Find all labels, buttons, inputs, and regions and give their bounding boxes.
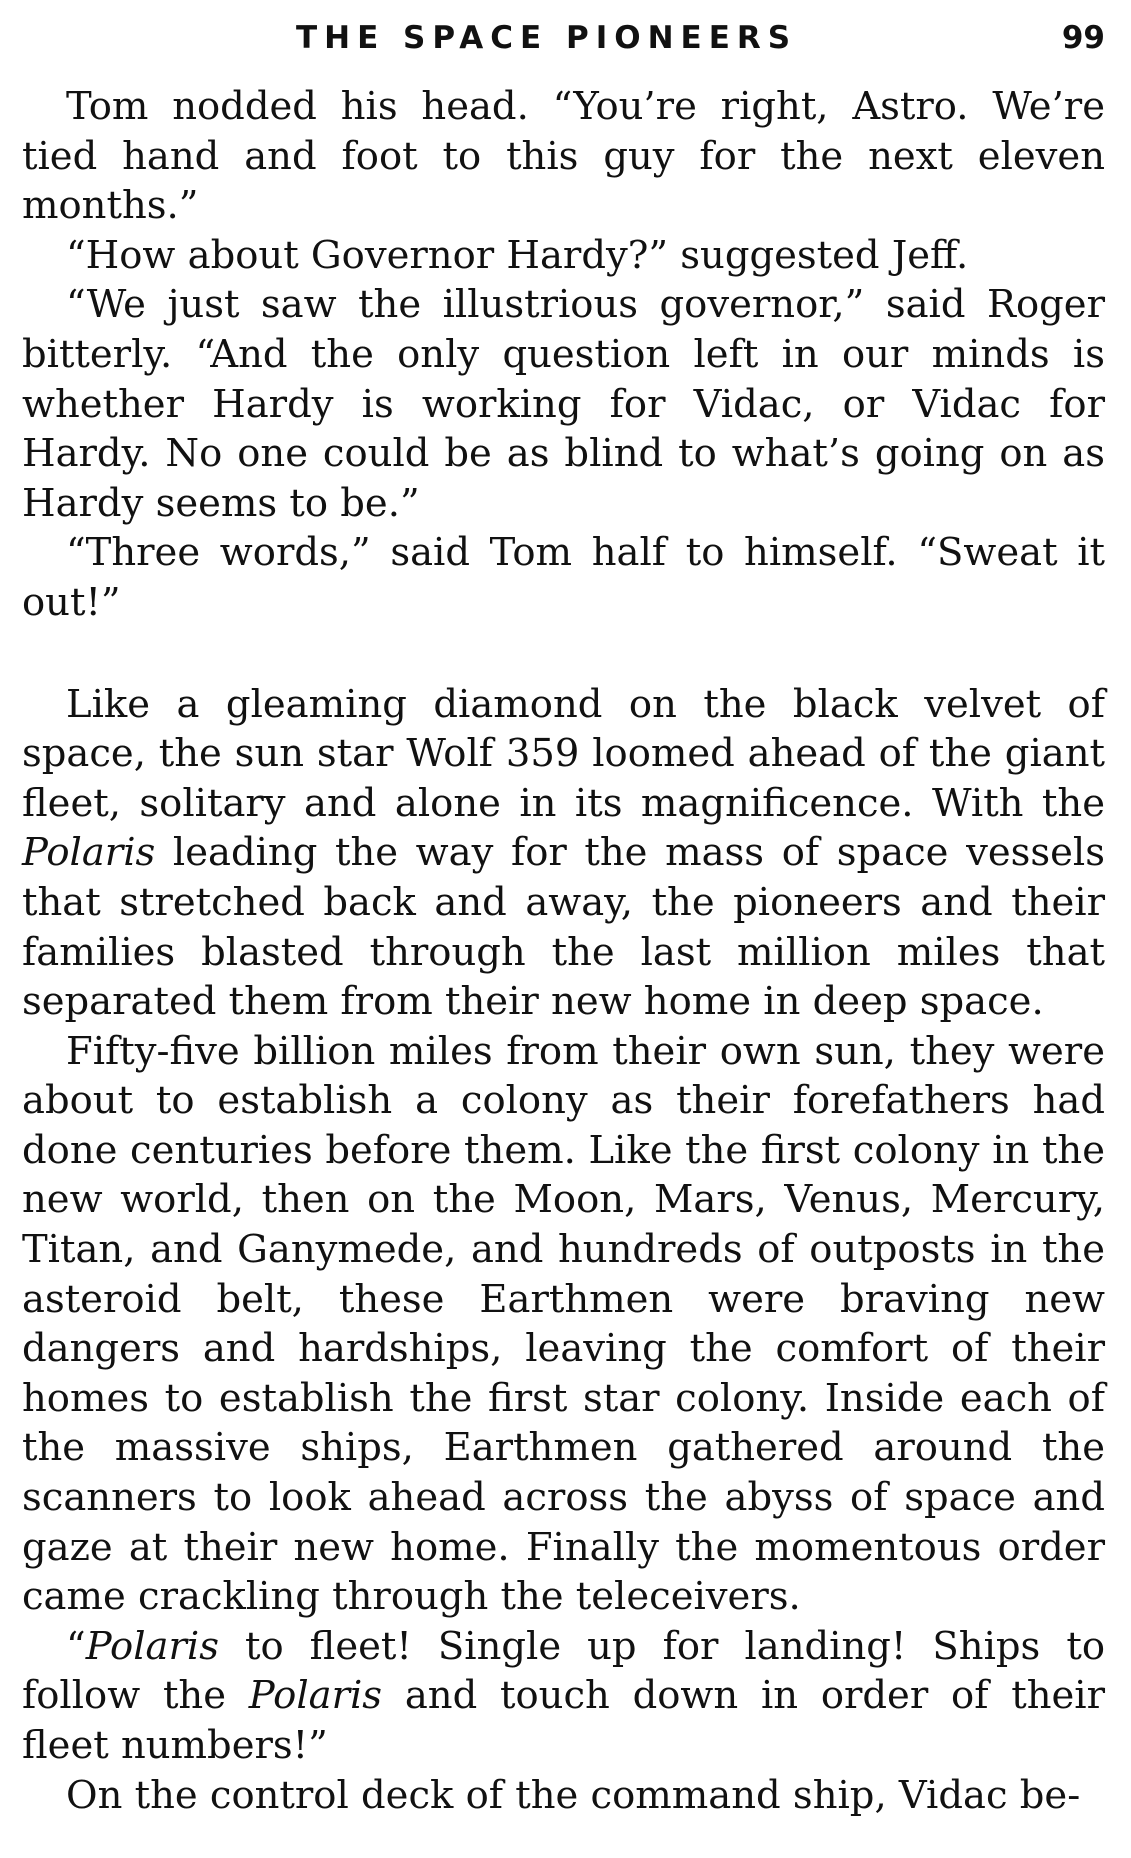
page-number: 99 bbox=[1061, 20, 1105, 56]
paragraph: “Polaris to fleet! Single up for landing! Ships to follow the Polaris and touch down in order of their fleet numbers!” bbox=[22, 1623, 1105, 1768]
paragraph: On the control deck of the command ship, Vidac be- bbox=[66, 1772, 1081, 1818]
running-title: THE SPACE PIONEERS bbox=[296, 20, 798, 56]
running-header bbox=[0, 18, 1131, 58]
paragraph: “Three words,” said Tom half to himself. “Sweat it out!” bbox=[22, 530, 1105, 625]
paragraph: Like a gleaming diamond on the black velvet of space, the sun star Wolf 359 loomed ahead of the giant fleet, solitary and alone in its magnificence. With the Polaris leading the way for the mass of space vessels that stretched back and away, the pioneers and their families blasted through the last million miles that separated them from their new home in deep space. bbox=[22, 681, 1105, 1025]
paragraph: “How about Governor Hardy?” suggested Jeff. bbox=[66, 232, 969, 278]
paragraph: Tom nodded his head. “You’re right, Astro. We’re tied hand and foot to this guy for the next eleven months.” bbox=[22, 84, 1105, 229]
section-break bbox=[22, 628, 1105, 680]
paragraph: Fifty-five billion miles from their own sun, they were about to establish a colony as their forefathers had done centuries before them. Like the first colony in the new world, then on the Moon, Mars, Venus, Mercury, Titan, and Ganymede, and hundreds of outposts in the asteroid belt, these Earthmen were braving new dangers and hardships, leaving the comfort of their homes to establish the first star colony. Inside each of the massive ships, Earthmen gathered around the scanners to look ahead across the abyss of space and gaze at their new home. Finally the momentous order came crackling through the teleceivers. bbox=[22, 1028, 1105, 1620]
paragraph: “We just saw the illustrious governor,” said Roger bitterly. “And the only question left in our minds is whether Hardy is working for Vidac, or Vidac for Hardy. No one could be as blind to what’s going on as Hardy seems to be.” bbox=[22, 282, 1105, 526]
body-text bbox=[22, 82, 1105, 1820]
